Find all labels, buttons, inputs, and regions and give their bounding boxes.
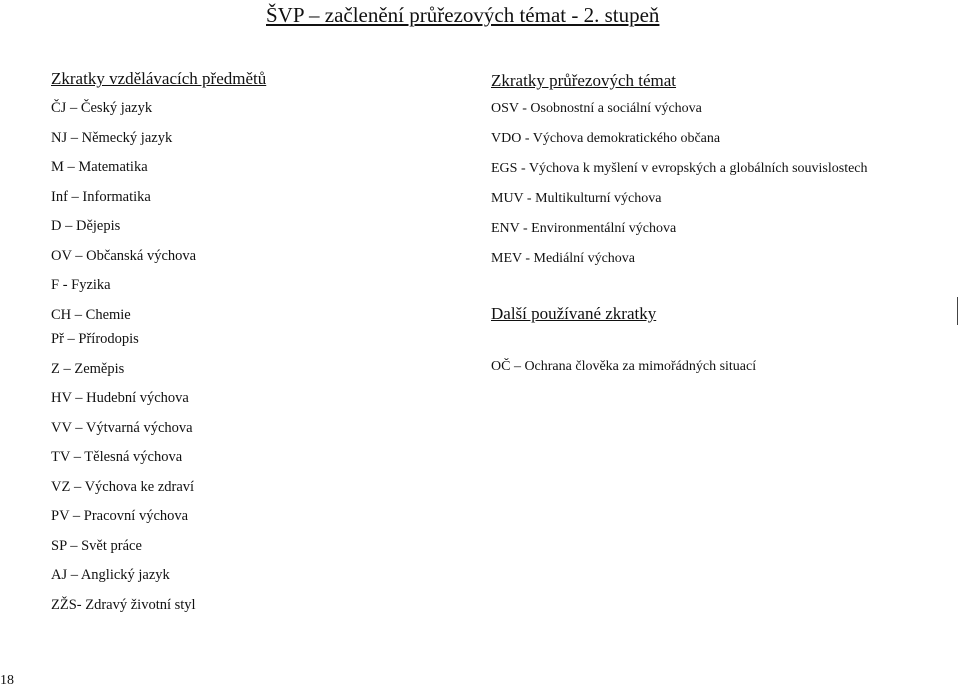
other-abbreviation-item: OČ – Ochrana člověka za mimořádných situací — [491, 359, 757, 374]
subject-item: ZŽS- Zdravý životní styl — [51, 596, 196, 613]
subject-abbreviations-column — [51, 68, 266, 625]
subject-item: F - Fyzika — [51, 277, 111, 293]
subject-item: SP – Svět práce — [51, 537, 142, 554]
subject-abbreviations-heading: Zkratky vzdělávacích předmětů — [51, 69, 267, 88]
subject-item: Inf – Informatika — [51, 188, 151, 205]
page-title: ŠVP – začlenění průřezových témat - 2. stupeň — [266, 3, 660, 27]
subject-item: NJ – Německý jazyk — [51, 129, 173, 146]
subject-item: Z – Zeměpis — [51, 360, 125, 377]
subject-item: OV – Občanská výchova — [51, 247, 197, 264]
subject-item: ČJ – Český jazyk — [51, 100, 153, 116]
subject-item: Př – Přírodopis — [51, 331, 139, 347]
subject-item: VV – Výtvarná výchova — [51, 419, 193, 436]
theme-item: OSV - Osobnostní a sociální výchova — [491, 101, 702, 116]
theme-item: EGS - Výchova k myšlení v evropských a globálních souvislostech — [491, 161, 868, 176]
subject-item: HV – Hudební výchova — [51, 390, 189, 406]
theme-abbreviations-heading: Zkratky průřezových témat — [491, 71, 677, 90]
subject-item: CH – Chemie — [51, 306, 131, 323]
page-number: 18 — [0, 673, 14, 688]
subject-item: VZ – Výchova ke zdraví — [51, 478, 195, 495]
theme-item: MUV - Multikulturní výchova — [491, 191, 662, 206]
subject-item: AJ – Anglický jazyk — [51, 567, 170, 583]
subject-item: PV – Pracovní výchova — [51, 508, 189, 524]
subject-item: M – Matematika — [51, 159, 148, 175]
other-abbreviations-heading: Další používané zkratky — [491, 304, 657, 323]
theme-item: VDO - Výchova demokratického občana — [491, 131, 721, 146]
theme-item: ENV - Environmentální výchova — [491, 221, 677, 236]
subject-item: D – Dějepis — [51, 218, 121, 234]
margin-rule — [957, 297, 958, 325]
theme-item: MEV - Mediální výchova — [491, 251, 635, 266]
subject-item: TV – Tělesná výchova — [51, 449, 183, 465]
theme-abbreviations-column — [491, 70, 868, 388]
